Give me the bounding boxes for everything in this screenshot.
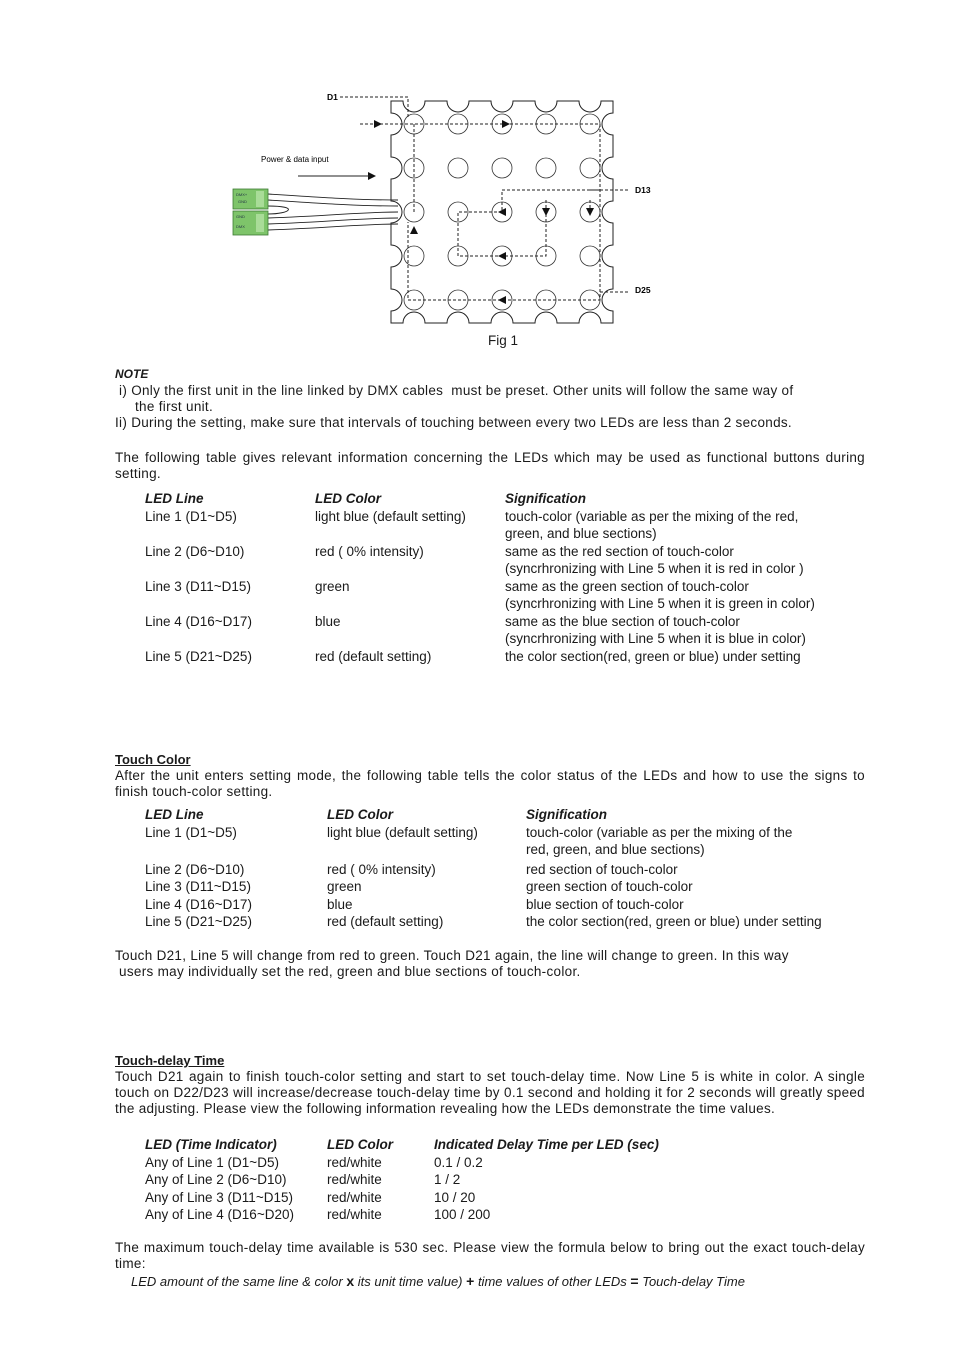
label-power-input: Power & data input — [261, 155, 329, 164]
table-header-row — [145, 806, 866, 824]
delay-time-cell: 1 / 2 — [434, 1172, 461, 1187]
connector-label: GND — [238, 199, 247, 204]
functional-led-table — [145, 490, 885, 665]
figure-1 — [230, 85, 670, 355]
note-item-2: Ii) During the setting, make sure that intervals of touching between every two LEDs are less than 2 seconds. — [115, 415, 792, 430]
plus-operator: + — [466, 1273, 475, 1289]
data-path — [340, 97, 630, 300]
connector-label: GND — [236, 214, 245, 219]
led-color-cell: red/white — [327, 1172, 382, 1187]
led-color-cell: blue — [327, 896, 353, 912]
led-line-cell: Line 1 (D1~D5) — [145, 824, 237, 840]
signification-line: red, green, and blue sections) — [526, 842, 705, 857]
table-row — [145, 1206, 734, 1224]
touch-color-instructions-line-1: Touch D21, Line 5 will change from red to green. Touch D21 again, the line will change to green. In this way — [115, 948, 789, 963]
signification-line: (syncrhronizing with Line 5 when it is green in color) — [505, 596, 815, 611]
formula-part: LED amount of the same line & color — [131, 1274, 347, 1289]
signification-cell — [526, 824, 866, 861]
signification-line: same as the blue section of touch-color — [505, 613, 740, 629]
led-color-cell: green — [327, 879, 362, 894]
column-header: Signification — [526, 807, 607, 822]
led-line-cell: Line 5 (D21~D25) — [145, 648, 252, 664]
signification-cell: blue section of touch-color — [526, 896, 684, 912]
led-line-cell: Line 3 (D11~D15) — [145, 879, 251, 894]
led-line-cell: Any of Line 3 (D11~D15) — [145, 1189, 293, 1205]
signification-line: touch-color (variable as per the mixing of the red, — [505, 508, 799, 524]
column-header: LED Color — [327, 807, 393, 822]
signification-cell: the color section(red, green or blue) under setting — [505, 648, 801, 664]
signification-cell — [505, 578, 885, 613]
touch-color-instructions-line-2: users may individually set the red, green and blue sections of touch-color. — [115, 964, 581, 979]
delay-time-cell: 100 / 200 — [434, 1207, 491, 1222]
signification-line: green, and blue sections) — [505, 526, 657, 541]
led-color-cell: light blue (default setting) — [327, 824, 478, 840]
table-row — [145, 824, 866, 861]
led-line-cell: Line 1 (D1~D5) — [145, 508, 237, 524]
table-row — [145, 1189, 734, 1207]
intro-paragraph: The following table gives relevant information concerning the LEDs which may be used as functional buttons during setting. — [115, 450, 865, 481]
led-color-cell: red ( 0% intensity) — [315, 543, 424, 559]
signification-line: touch-color (variable as per the mixing of the — [526, 824, 793, 840]
led-color-cell: red/white — [327, 1189, 382, 1205]
table-row — [145, 613, 885, 648]
led-color-cell: blue — [315, 613, 341, 629]
formula-part: its unit time value) — [354, 1274, 467, 1289]
led-color-cell: red (default setting) — [315, 648, 432, 664]
equals-operator: = — [630, 1273, 639, 1289]
delay-time-cell: 10 / 20 — [434, 1189, 476, 1205]
column-header: LED Color — [315, 491, 381, 506]
table-row — [145, 1154, 734, 1172]
signification-cell: green section of touch-color — [526, 879, 693, 894]
touch-delay-table — [145, 1136, 734, 1224]
section-heading-touch-color: Touch Color — [115, 752, 191, 767]
table-row — [145, 878, 866, 896]
label-d13: D13 — [635, 185, 651, 195]
note-item-1-continued: the first unit. — [135, 399, 214, 414]
led-panel-diagram — [230, 85, 670, 355]
touch-color-table — [145, 806, 866, 931]
section-heading-touch-delay: Touch-delay Time — [115, 1053, 225, 1068]
table-row — [145, 648, 885, 666]
note-heading: NOTE — [115, 367, 149, 381]
led-color-cell: light blue (default setting) — [315, 508, 466, 524]
led-color-cell: red/white — [327, 1154, 382, 1170]
led-color-cell: red ( 0% intensity) — [327, 861, 436, 877]
signification-line: (syncrhronizing with Line 5 when it is red in color ) — [505, 561, 804, 576]
connector-label: DMX — [236, 224, 245, 229]
table-row — [145, 913, 866, 931]
max-delay-paragraph: The maximum touch-delay time available is 530 sec. Please view the formula below to bring out the exact touch-delay time: — [115, 1240, 865, 1271]
signification-cell — [505, 543, 885, 578]
column-header: LED Color — [327, 1137, 393, 1152]
table-header-row — [145, 1136, 734, 1154]
label-d1: D1 — [327, 92, 338, 102]
led-line-cell: Any of Line 4 (D16~D20) — [145, 1207, 294, 1222]
signification-line: (syncrhronizing with Line 5 when it is blue in color) — [505, 631, 806, 646]
led-line-cell: Line 4 (D16~D17) — [145, 896, 252, 912]
cables — [268, 194, 398, 230]
formula-part: time values of other LEDs — [474, 1274, 631, 1289]
led-color-cell: green — [315, 578, 350, 594]
table-row — [145, 896, 866, 914]
touch-delay-paragraph: Touch D21 again to finish touch-color setting and start to set touch-delay time. Now Line 5 is white in color. A single touch on D22/D23 will increase/decrease touch-delay time by 0.1 second and holding it for 2 seconds will greatly speed the adjusting. Please view the following information revealing how the LEDs demonstrate the time values. — [115, 1069, 865, 1116]
signification-cell — [505, 508, 885, 543]
touch-color-paragraph: After the unit enters setting mode, the following table tells the color status of the LEDs and how to use the signs to finish touch-color setting. — [115, 768, 865, 799]
column-header: LED (Time Indicator) — [145, 1137, 277, 1152]
led-line-cell: Line 3 (D11~D15) — [145, 578, 251, 594]
column-header: Indicated Delay Time per LED (sec) — [434, 1137, 659, 1152]
led-line-cell: Any of Line 2 (D6~D10) — [145, 1172, 287, 1187]
led-line-cell: Line 2 (D6~D10) — [145, 543, 245, 559]
note-item-1: i) Only the first unit in the line linked by DMX cables must be preset. Other units will follow the same way of — [115, 383, 794, 398]
signification-cell: red section of touch-color — [526, 861, 678, 877]
figure-caption: Fig 1 — [488, 333, 519, 348]
column-header: Signification — [505, 491, 586, 506]
led-line-cell: Line 4 (D16~D17) — [145, 613, 252, 629]
column-header: LED Line — [145, 491, 204, 506]
led-line-cell: Line 5 (D21~D25) — [145, 914, 252, 929]
led-line-cell: Any of Line 1 (D1~D5) — [145, 1154, 279, 1170]
formula-part: Touch-delay Time — [638, 1274, 745, 1289]
table-row — [145, 578, 885, 613]
connector-label: DMX+ — [236, 192, 248, 197]
column-header: LED Line — [145, 807, 204, 822]
signification-line: same as the red section of touch-color — [505, 543, 734, 559]
table-row — [145, 543, 885, 578]
signification-cell: the color section(red, green or blue) under setting — [526, 914, 822, 929]
table-row — [145, 1171, 734, 1189]
delay-time-cell: 0.1 / 0.2 — [434, 1154, 483, 1170]
table-row — [145, 861, 866, 879]
delay-formula — [131, 1273, 745, 1289]
led-line-cell: Line 2 (D6~D10) — [145, 861, 245, 877]
table-row — [145, 508, 885, 543]
table-header-row — [145, 490, 885, 508]
signification-cell — [505, 613, 885, 648]
led-color-cell: red/white — [327, 1207, 382, 1222]
led-color-cell: red (default setting) — [327, 914, 444, 929]
signification-line: same as the green section of touch-color — [505, 578, 749, 594]
multiply-operator: x — [346, 1273, 355, 1289]
label-d25: D25 — [635, 285, 651, 295]
